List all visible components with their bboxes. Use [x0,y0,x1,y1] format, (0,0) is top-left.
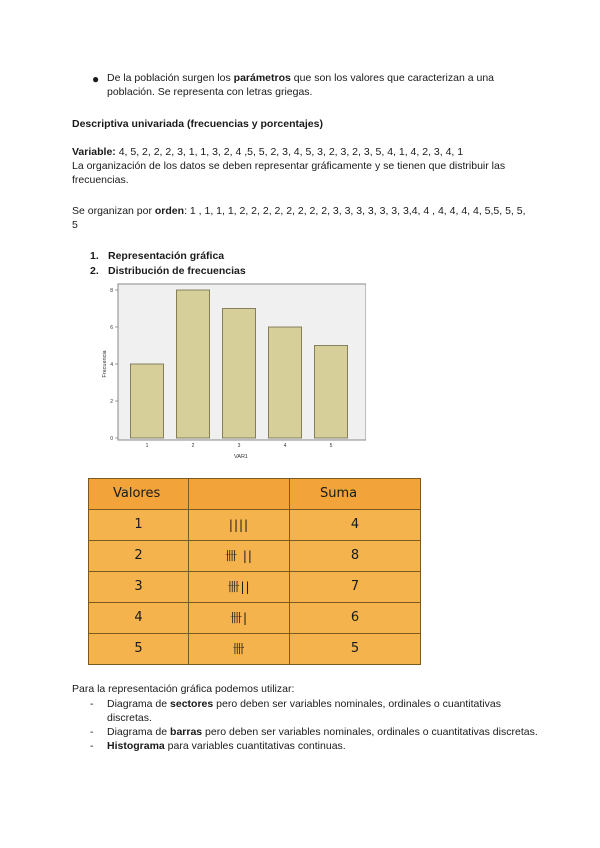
y-tick-label: 0 [110,436,113,442]
x-axis-label: VAR1 [234,454,248,460]
intro-text-end: que son los valores que caracterizan a una población. Se representa con letras griegas. [107,72,494,98]
header-tally [189,479,290,510]
section-heading: Descriptiva univariada (frecuencias y porcentajes) [72,118,323,130]
table-header-row [89,479,421,510]
cell-valor: 3 [89,572,189,603]
list-item-text: Representación gráfica [108,250,225,262]
x-tick-label: 3 [237,443,241,449]
numbered-list [90,249,246,279]
y-tick-label: 4 [110,362,113,368]
variable-paragraph [72,145,522,187]
usage-bold-term: sectores [170,698,214,710]
order-values: : 1 , 1, 1, 1, 2, 2, 2, 2, 2, 2, 2, 2, 3, 3, 3, 3, 3, 3, 3,4, 4 , 4, 4, 4, 4, 5,5, 5, 5, 5 [72,205,526,231]
bullet-dot-icon: ● [92,72,100,86]
y-tick-label: 2 [110,399,113,405]
variable-note: La organización de los datos se deben representar gráficamente y se tienen que distribuir las frecuencias. [72,160,506,186]
variable-label: Variable: [72,146,116,158]
usage-text-end: pero deben ser variables nominales, ordinales o cuantitativas discretas. [107,698,501,724]
order-paragraph [72,204,532,232]
intro-text: De la población surgen los [107,72,234,84]
x-tick-label: 1 [145,443,149,449]
cell-tally: |||| [189,510,290,541]
frequency-bar-chart [100,282,366,462]
y-axis-label: Frecuencia [102,350,108,378]
list-number: 1. [90,250,99,262]
x-tick-label: 2 [191,443,195,449]
x-tick-label: 5 [329,443,333,449]
cell-valor: 5 [89,634,189,665]
cell-valor: 2 [89,541,189,572]
usage-text-end: para variables cuantitativas continuas. [164,740,346,752]
order-bold-term: orden [154,205,185,217]
usage-list [90,697,540,753]
cell-valor: 4 [89,603,189,634]
cell-tally: 卌| [189,603,290,634]
dash-marker: - [90,740,94,752]
usage-bold-term: Histograma [107,740,165,752]
list-item-text: Distribución de frecuencias [108,265,246,277]
chart-bar [314,346,347,439]
intro-bold-term: parámetros [233,72,291,84]
usage-text: Diagrama de [107,698,171,710]
y-tick-label: 8 [110,288,113,294]
dash-marker: - [90,698,94,710]
cell-suma: 7 [290,572,421,603]
usage-bold-term: barras [170,726,203,738]
chart-bar [130,364,163,438]
y-tick-label: 6 [110,325,113,331]
usage-text: Diagrama de [107,726,171,738]
table-row [89,603,421,634]
table-row [89,541,421,572]
cell-suma: 5 [290,634,421,665]
variable-values: 4, 5, 2, 2, 2, 3, 1, 1, 3, 2, 4 ,5, 5, 2, 3, 4, 5, 3, 2, 3, 2, 3, 5, 4, 1, 4, 2, 3, 4, 1 [115,146,464,158]
list-item [90,264,246,279]
dash-marker: - [90,726,94,738]
table-row [89,510,421,541]
intro-paragraph [107,71,537,99]
cell-tally: 卌|| [189,572,290,603]
cell-suma: 6 [290,603,421,634]
list-item [90,739,540,753]
table-row [89,634,421,665]
chart-bar [176,290,209,438]
chart-bar [268,327,301,438]
x-tick-label: 4 [283,443,287,449]
header-suma: Suma [290,479,421,510]
header-valores: Valores [89,479,189,510]
list-item [90,725,540,739]
list-item [90,697,540,725]
table-row [89,572,421,603]
cell-suma: 4 [290,510,421,541]
usage-intro: Para la representación gráfica podemos utilizar: [72,683,295,695]
frequency-table [88,478,421,665]
chart-bar [222,309,255,439]
order-text: Se organizan por [72,205,155,217]
list-number: 2. [90,265,99,277]
cell-suma: 8 [290,541,421,572]
cell-valor: 1 [89,510,189,541]
cell-tally: 卌 || [189,541,290,572]
list-item [90,249,246,264]
cell-tally: 卌 [189,634,290,665]
usage-text-end: pero deben ser variables nominales, ordinales o cuantitativas discretas. [202,726,538,738]
